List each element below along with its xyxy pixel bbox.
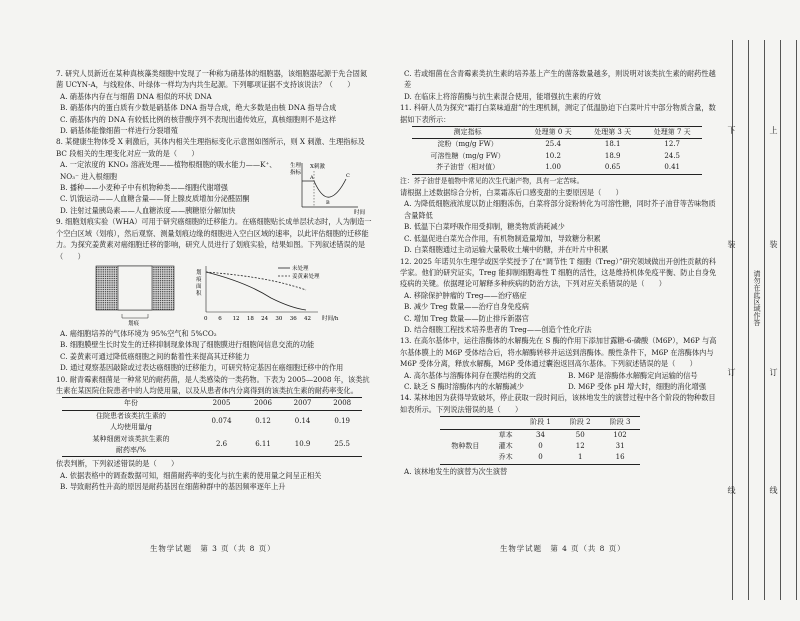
table-cell: 18.1 bbox=[604, 140, 621, 149]
q11-table bbox=[412, 126, 702, 175]
table-cell: 24.5 bbox=[664, 151, 680, 160]
table-cell: 34 bbox=[535, 430, 545, 439]
q8-block bbox=[56, 159, 374, 216]
table-cell: 草本 bbox=[498, 430, 513, 439]
q11-table-header bbox=[412, 127, 702, 139]
q10-table bbox=[62, 397, 362, 457]
q9-legend-b: 姜黄素处理 bbox=[292, 273, 320, 280]
q9-xticks bbox=[204, 316, 311, 322]
q10-stem: 10. 耐青霉素细菌是一种常见的耐药菌，是人类感染的一类药物。下表为 2005—2008 年，该类抗生素在某医院住院患者中的人均使用量，以及从患者体内分离得到的该类抗生素的耐药率变化。 bbox=[56, 374, 370, 395]
q9-xtick-label: 0 bbox=[204, 315, 208, 322]
q11-opt-a: A. 为降低细胞液浓度以防止细胞冻伤，白菜将部分淀粉转化为可溶性糖，同时芥子油苷等苦味物质含量降低 bbox=[404, 199, 716, 220]
q7-opt-b: B. 硝基体内的蛋白质有少数是硝基体 DNA 指导合成，绝大多数是由核 DNA 指导合成 bbox=[60, 103, 337, 113]
q12-opt-a: A. 移除保护肿瘤的 Treg——治疗癌症 bbox=[404, 290, 527, 300]
q9-opt-c: C. 姜黄素可通过降低癌细胞之间的黏着性来提高其迁移能力 bbox=[60, 351, 250, 361]
binding-line bbox=[748, 40, 749, 600]
table-cell: 1 bbox=[578, 453, 583, 462]
table-cell: 0 bbox=[538, 442, 543, 450]
table-cell: 2.6 bbox=[215, 440, 228, 449]
table-cell: 16 bbox=[615, 453, 625, 462]
table-cell: 0.074 bbox=[211, 417, 232, 426]
q13-opts-row-2 bbox=[400, 381, 718, 392]
q12-opt-c: C. 增加 Treg 数量——防止排斥新器官 bbox=[404, 313, 529, 323]
q7-opt-d: D. 硝基体能像细菌一样进行分裂增殖 bbox=[60, 126, 178, 136]
q9-xtick-label: 42 bbox=[304, 315, 311, 322]
q14-th-2: 阶段 1 bbox=[530, 418, 551, 427]
table-cell: 102 bbox=[613, 430, 627, 439]
binding-line bbox=[780, 40, 781, 600]
table-row bbox=[62, 410, 362, 433]
q14-table bbox=[440, 416, 640, 465]
q9-xtick-label: 30 bbox=[275, 315, 283, 322]
q8-fig-ylabel-1: 生理 bbox=[290, 163, 302, 170]
q10-opt-d: D. 在临床上将溶菌酶与抗生素混合使用，能增强抗生素的疗效 bbox=[404, 91, 601, 101]
q9-ylabel-2: 痕 bbox=[196, 276, 202, 283]
table-cell: 25.4 bbox=[545, 140, 561, 149]
q9-stem: 9. 细胞划痕实验（WHA）可用于研究癌细胞的迁移能力。在癌细胞贴长成单层状态时，人为制造一个空白区域（划痕），然后观察、测量划痕边缘的细胞进入空白区域的速率，以此评估细胞的迁移能力。为探究姜黄素对癌细胞迁移的影响，研究人员进行了划痕实验，结果如图。下列叙述错误的是（ ） bbox=[56, 217, 372, 261]
q7-opt-a: A. 硝基体内存在与细菌 DNA 相似的环状 DNA bbox=[60, 91, 212, 101]
binding-mark-lower: 下 bbox=[727, 126, 736, 134]
q11-stem: 11. 科研人员为探究“霜打白菜味道甜”的生理机制，测定了低温胁迫下白菜叶片中部分物质含量，数据如下表所示： bbox=[400, 103, 716, 124]
table-cell: 0.14 bbox=[294, 417, 311, 426]
q14-th-3: 阶段 2 bbox=[569, 418, 591, 427]
table-cell: 淀粉（mg/g FW） bbox=[437, 140, 498, 149]
q11-th-0: 测定指标 bbox=[453, 128, 482, 137]
q10-opt-b: B. 导致耐药性升高的原因是耐药基因在细菌种群中的基因频率逐年上升 bbox=[60, 482, 286, 492]
q10-th-4: 2008 bbox=[333, 399, 352, 408]
q8-stem: 8. 某健康生物体受 X 刺激后，其体内相关生理指标变化示意图如图所示，则 X 刺激、生理指标及 BC 段相关的生理变化对应一致的是（ ） bbox=[56, 137, 365, 158]
table-cell: 芥子油苷（相对值） bbox=[436, 163, 500, 172]
q9-line-curcumin bbox=[206, 272, 306, 290]
q11-th-3: 处理第 7 天 bbox=[653, 128, 691, 137]
binding-xian: 线 bbox=[727, 486, 736, 494]
binding-notice: 请勿在此区域作答 bbox=[753, 270, 761, 326]
q10-tail: 依表判断，下列叙述错误的是（ ） bbox=[56, 459, 179, 469]
q13-opt-b: B. M6P 是溶酶体水解酶定向运输的信号 bbox=[568, 370, 698, 380]
q8-fig-xlabel: 时间 bbox=[354, 210, 366, 216]
left-column bbox=[56, 68, 374, 493]
table-cell: 10.2 bbox=[545, 151, 561, 160]
q12-stem: 12. 2025 年诺贝尔生理学或医学奖授予了在“调节性 T 细胞（Treg）”研究领域做出开创性贡献的科学家。他们的研究证实，Treg 能抑制细胞毒性 T 细胞的活性，这是维持机体免疫平衡、防止自身免疫病的关键。依据理论可解释多种疾病的防治方法，下列对应关系错误的是（ ） bbox=[400, 256, 717, 289]
q9-xtick-label: 36 bbox=[289, 315, 297, 322]
q10-row1-label bbox=[62, 410, 200, 433]
right-column bbox=[400, 68, 718, 477]
table-cell: 灌木 bbox=[498, 442, 513, 450]
table-cell: 0.65 bbox=[604, 163, 621, 172]
q8-fig-pt-c: C bbox=[346, 173, 350, 180]
q8-fig-curve bbox=[302, 179, 346, 197]
table-cell: 乔木 bbox=[498, 453, 513, 462]
q9-scratch-label: 划痕 bbox=[128, 320, 140, 327]
binding-ding: 订 bbox=[727, 368, 736, 376]
q8-opt-d: D. 注射过量胰岛素——人血糖浓度——胰糖原分解加快 bbox=[60, 205, 236, 215]
q11-opt-d: D. 白菜细胞通过主动运输大量吸收土壤中的糖，并在叶片中积累 bbox=[404, 245, 609, 255]
q10-row1-label-1: 住院患者该类抗生素的 bbox=[95, 411, 166, 420]
q8-figure bbox=[288, 159, 372, 215]
footer-page-4: 生物学试题 第 4 页（共 8 页） bbox=[500, 544, 626, 553]
table-cell: 12.7 bbox=[664, 140, 680, 149]
binding-zhuang: 装 bbox=[727, 240, 736, 248]
q10-th-2: 2006 bbox=[254, 399, 272, 408]
table-cell: 可溶性糖（mg/g FW） bbox=[430, 151, 505, 160]
q8-opt-c: C. 饥饿运动——人血糖含量——肾上腺皮质增加分泌醛固酮 bbox=[60, 194, 250, 204]
table-cell: 31 bbox=[615, 442, 625, 450]
q10-row2-label-2: 耐药率/% bbox=[115, 445, 146, 454]
table-row bbox=[62, 434, 362, 457]
q14-stem: 14. 某林地因为获得导致破坏，停止获取一段时间后，该林地发生的演替过程中各个阶段的物种数目如表所示。下列说法错误的是（ ） bbox=[400, 393, 716, 414]
binding-ding: 订 bbox=[769, 368, 778, 376]
table-row bbox=[412, 139, 702, 151]
q8-options bbox=[56, 159, 288, 216]
q8-fig-pt-b: B bbox=[326, 200, 330, 207]
q8-fig-pt-a: A bbox=[310, 175, 314, 182]
q11-opt-c: C. 低温促进白菜光合作用，有机物制造量增加，导致糖分积累 bbox=[404, 233, 601, 243]
q11-th-2: 处理第 3 天 bbox=[594, 128, 632, 137]
q8-fig-xmark: X刺激 bbox=[310, 164, 325, 171]
q9-xtick-label: 24 bbox=[261, 315, 269, 322]
footer-page-3: 生物学试题 第 3 页（共 8 页） bbox=[150, 544, 276, 553]
q9-ylabel-1: 划 bbox=[196, 269, 202, 276]
q10-th-3: 2007 bbox=[293, 399, 312, 408]
table-row bbox=[412, 162, 702, 174]
q9-opt-d: D. 通过观察基因敲除或过表达癌细胞的迁移能力，可研究特定基因在癌细胞迁移中的作用 bbox=[60, 363, 344, 373]
q7-opt-c: C. 硝基体内的 DNA 有较低比例的核苷酸序列不表现出遗传效应，真核细胞则不是这样 bbox=[60, 114, 337, 124]
q14-th-0 bbox=[440, 417, 491, 429]
table-row bbox=[412, 151, 702, 162]
table-cell: 10.9 bbox=[294, 440, 311, 449]
q10-th-0: 年份 bbox=[123, 399, 138, 408]
q8-opt-a: A. 一定浓度的 KNO₃ 溶液处理——植物根细胞的吸水能力——K⁺、NO₃⁻ 进入根细胞 bbox=[60, 160, 277, 181]
q12-opt-d: D. 结合细胞工程技术培养患者的 Treg——创造个性化疗法 bbox=[404, 324, 592, 334]
q9-ylabel-3: 面 bbox=[196, 283, 202, 290]
q13-opt-c: C. 缺乏 S 酶时溶酶体内的水解酶减少 bbox=[404, 381, 524, 391]
q10-opt-a: A. 依据表格中的调查数据可知，细菌耐药率的变化与抗生素的使用量之间呈正相关 bbox=[60, 470, 322, 480]
q13-opts-row-1 bbox=[400, 370, 718, 381]
q10-row1-label-2: 人均使用量/g bbox=[110, 423, 152, 432]
q9-opt-a: A. 癌细胞培养的气体环境为 95%空气和 5%CO₂ bbox=[60, 328, 217, 338]
q9-legend-a: 未处理 bbox=[292, 265, 309, 272]
q9-xtick-label: 6 bbox=[218, 315, 222, 322]
q9-xunit: 时间/h bbox=[322, 315, 339, 322]
q10-table-header bbox=[62, 398, 362, 410]
q9-ylabel-4: 积 bbox=[196, 290, 202, 297]
q13-opt-d: D. M6P 受体 pH 增大时，细胞的消化增强 bbox=[568, 381, 707, 391]
table-cell: 12 bbox=[575, 442, 585, 450]
q11-th-1: 处理第 0 天 bbox=[534, 128, 572, 137]
q10-row2-label bbox=[62, 434, 200, 457]
table-cell: 1.00 bbox=[545, 163, 561, 172]
binding-line bbox=[764, 40, 765, 600]
q8-fig-ylabel-2: 指标 bbox=[290, 170, 302, 177]
q10-th-1: 2005 bbox=[212, 399, 231, 408]
table-cell: 0.19 bbox=[334, 417, 350, 426]
q14-group-label: 物种数目 bbox=[451, 442, 480, 450]
q14-th-4: 阶段 3 bbox=[609, 418, 631, 427]
table-cell: 0.41 bbox=[664, 163, 680, 172]
binding-margin bbox=[728, 0, 800, 621]
table-cell: 50 bbox=[575, 430, 585, 439]
table-cell: 25.5 bbox=[334, 440, 350, 449]
q9-xtick-label: 12 bbox=[232, 315, 240, 322]
q11-note: 注：芥子油苷是植物中常见的次生代谢产物，具有一定苦味。 bbox=[400, 176, 584, 185]
q14-th-1 bbox=[491, 417, 521, 429]
binding-line bbox=[732, 40, 733, 600]
table-cell: 6.11 bbox=[255, 440, 271, 449]
q13-stem: 13. 在高尔基体中，运往溶酶体的水解酶先在 S 酶的作用下添加甘露糖-6-磷酸（M6P），M6P 与高尔基体膜上的 M6P 受体结合后，将水解酶转移并运送到溶酶体。酸性条件下，M6P 在溶酶体内与 M6P 受体分离，释放水解酶，M6P 受体通过囊泡返回高尔基体。下列叙述错误的是（ ） bbox=[400, 336, 717, 369]
q10-opt-c: C. 若或细菌在含青霉素类抗生素的培养基上产生的菌落数量越多，则说明对该类抗生素的耐药性越差 bbox=[404, 69, 716, 90]
q9-xtick-label: 18 bbox=[246, 315, 254, 322]
binding-xian: 线 bbox=[769, 486, 778, 494]
binding-mark-upper: 上 bbox=[769, 126, 778, 134]
q9-opt-b: B. 细胞膜壁生长时发生的迁移抑制现象体现了细胞膜进行细胞间信息交流的功能 bbox=[60, 340, 315, 350]
binding-line bbox=[796, 40, 797, 600]
table-cell: 0.12 bbox=[255, 417, 271, 426]
table-cell: 18.9 bbox=[604, 151, 621, 160]
q13-opt-a: A. 高尔基体与溶酶体间存在膜结构的交流 bbox=[404, 370, 536, 380]
q14-opt-a: A. 该林地发生的演替为次生演替 bbox=[404, 466, 508, 476]
q9-scratch-area bbox=[118, 266, 152, 310]
q14-table-header bbox=[440, 417, 640, 429]
table-cell: 0 bbox=[538, 453, 543, 462]
q7-stem: 7. 研究人员新近在某种真核藻类细胞中发现了一种称为硝基体的细胞器，该细胞器起源于先合固氮菌 UCYN-A，与线粒体、叶绿体一样均为内共生起源。下列哪项证据不支持该说法？（ ） bbox=[56, 69, 368, 90]
binding-zhuang: 装 bbox=[769, 240, 778, 248]
q12-opt-b: B. 减少 Treg 数量——治疗自身免疫病 bbox=[404, 302, 529, 312]
table-row bbox=[440, 429, 640, 441]
q8-opt-b: B. 播种——小麦种子中有机物种类——细胞代谢增强 bbox=[60, 183, 228, 193]
q11-tail: 请根据上述数据综合分析，白菜霜冻后口感变甜的主要原因是（ ） bbox=[400, 188, 623, 198]
q9-scratch-bracket bbox=[122, 314, 148, 318]
q9-figure bbox=[56, 262, 374, 328]
q10-row2-label-1: 某种细菌对该类抗生素的 bbox=[92, 434, 170, 443]
q11-opt-b: B. 低温下白菜呼吸作用受抑制，糖类物质消耗减少 bbox=[404, 222, 565, 232]
